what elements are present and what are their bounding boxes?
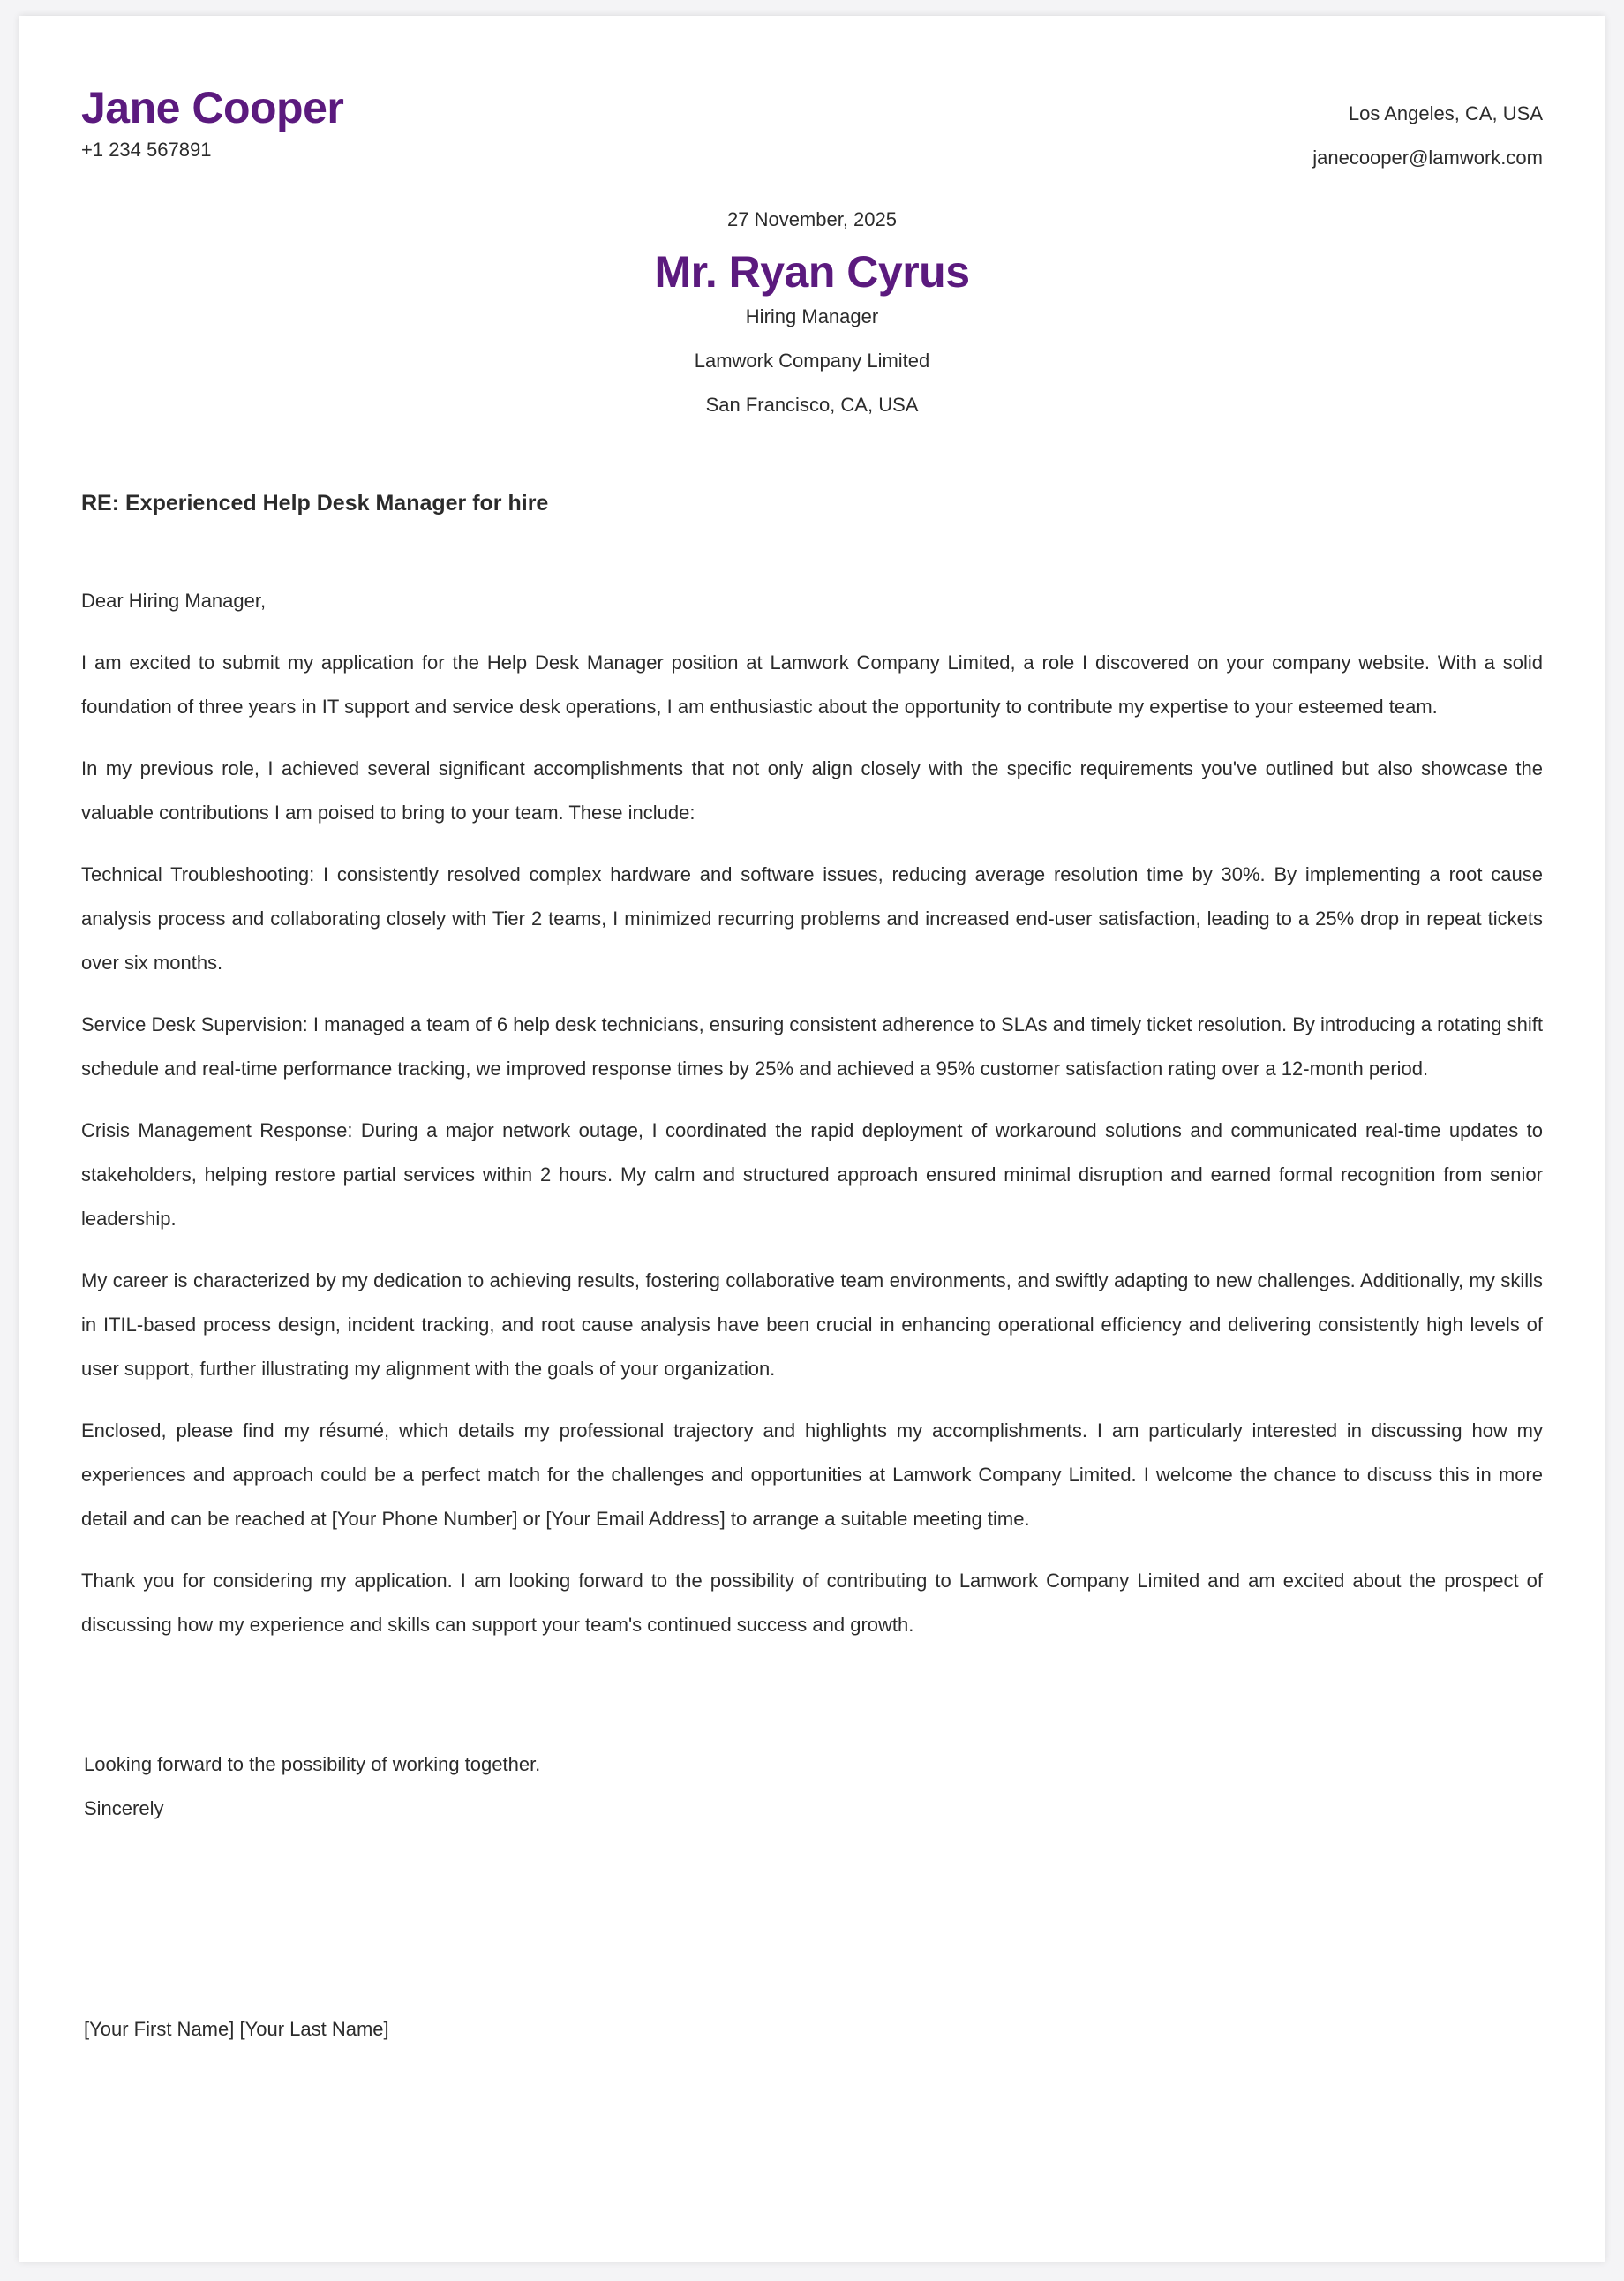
sender-name: Jane Cooper [81,83,344,132]
body-paragraph: Service Desk Supervision: I managed a team of 6 help desk technicians, ensuring consistent adherence to SLAs and timely ticket resolution. By introducing a rotating shift schedule and real-time performance tracking, we improved response times by 25% and achieved a 95% customer satisfaction rating over a 12-month period. [81,1013,1543,1080]
body-paragraph: Enclosed, please find my résumé, which details my professional trajectory and highlights my accomplishments. I am particularly interested in discussing how my experiences and approach could be a perfect match for the challenges and opportunities at Lamwork Company Limited. I welcome the chance to discuss this in more detail and can be reached at [Your Phone Number] or [Your Email Address] to arrange a suitable meeting time. [81,1419,1543,1530]
closing-line: Looking forward to the possibility of working together. [84,1753,541,1775]
body-paragraph: My career is characterized by my dedication to achieving results, fostering collaborative team environments, and swiftly adapting to new challenges. Additionally, my skills in ITIL-based process design, incident tracking, and root cause analysis have been crucial in enhancing operational efficiency and delivering consistently high levels of user support, further illustrating my alignment with the goals of your organization. [81,1269,1543,1380]
recipient-name: Mr. Ryan Cyrus [654,247,970,297]
closing [84,1743,540,1831]
body-paragraph: Crisis Management Response: During a major network outage, I coordinated the rapid deployment of workaround solutions and communicated real-time updates to stakeholders, helping restore partial services within 2 hours. My calm and structured approach ensured minimal disruption and earned formal recognition from senior leadership. [81,1119,1543,1230]
sender-phone: +1 234 567891 [81,139,212,161]
valediction: Sincerely [84,1797,164,1819]
recipient-company: Lamwork Company Limited [694,350,930,372]
body-paragraph: Technical Troubleshooting: I consistently resolved complex hardware and software issues, reducing average resolution time by 30%. By implementing a root cause analysis process and collaborating closely with Tier 2 teams, I minimized recurring problems and increased end-user satisfaction, leading to a 25% drop in repeat tickets over six months. [81,863,1543,974]
salutation: Dear Hiring Manager, [81,590,267,612]
body-paragraph: In my previous role, I achieved several significant accomplishments that not only align closely with the specific requirements you've outlined but also showcase the valuable contributions I am poised to bring to your team. These include: [81,757,1543,824]
letter-body [81,579,1543,1665]
body-paragraph: I am excited to submit my application for the Help Desk Manager position at Lamwork Company Limited, a role I discovered on your company website. With a solid foundation of three years in IT support and service desk operations, I am enthusiastic about the opportunity to contribute my expertise to your esteemed team. [81,651,1543,718]
letter-date: 27 November, 2025 [726,208,898,230]
sender-email: janecooper@lamwork.com [1312,147,1543,169]
subject-line: RE: Experienced Help Desk Manager for hire [81,491,549,516]
sender-location: Los Angeles, CA, USA [1348,102,1543,124]
sender-contact [1312,92,1543,180]
letter-page [19,16,1605,2262]
body-paragraph: Thank you for considering my application. I am looking forward to the possibility of contributing to Lamwork Company Limited and am excited about the prospect of discussing how my experience and skills can support your team's continued success and growth. [81,1570,1543,1636]
recipient-title: Hiring Manager [745,305,879,327]
recipient-info [81,295,1543,427]
recipient-location: San Francisco, CA, USA [705,394,919,416]
signature-name: [Your First Name] [Your Last Name] [84,2018,389,2040]
letter-content [81,16,1543,2262]
